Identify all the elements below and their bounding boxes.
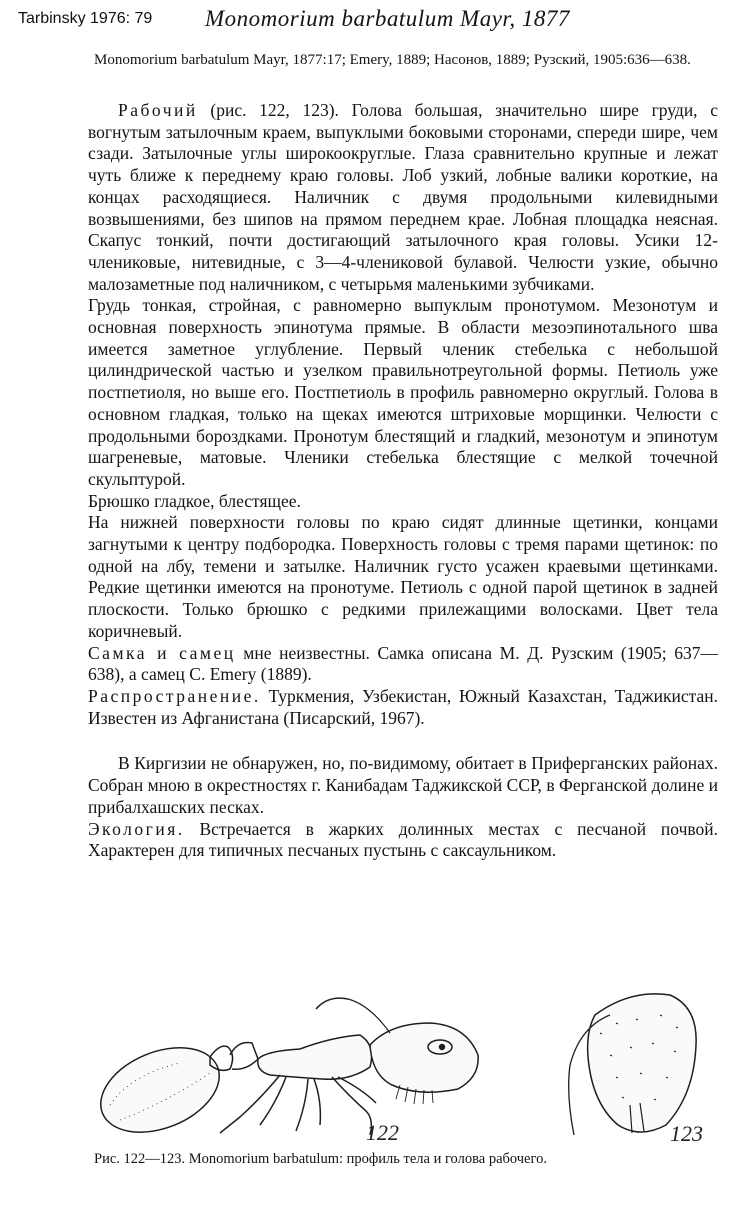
ant-head-figure — [569, 994, 696, 1135]
figure-caption: Рис. 122—123. Monomorium barbatulum: профиль тела и голова рабочего. — [94, 1151, 547, 1167]
paragraph — [88, 512, 718, 642]
section-gap — [88, 729, 718, 753]
paragraph — [88, 819, 718, 862]
ant-profile-figure — [88, 998, 478, 1148]
paragraph-text: В Киргизии не обнаружен, но, по-видимому, обитает в Приферганских районах. Собран мною в окрестностях г. Канибадам Таджикской ССР, в Ферганской долине и прибалхашских песках. — [88, 753, 718, 817]
figure-illustrations — [70, 985, 730, 1150]
paragraph — [88, 643, 718, 686]
paragraph — [88, 686, 718, 729]
paragraph — [88, 753, 718, 818]
paragraph-lead: Экология. — [88, 818, 185, 839]
paragraph-text: Брюшко гладкое, блестящее. — [88, 490, 301, 511]
species-title: Monomorium barbatulum Mayr, 1877 — [205, 6, 570, 31]
synonymy-text: Monomorium barbatulum Mayr, 1877:17; Emery, 1889; Насонов, 1889; Рузский, 1905:636—638. — [94, 52, 691, 68]
paragraph-text: Грудь тонкая, стройная, с равномерно выпуклым пронотумом. Мезонотум и основная поверхность эпинотума прямые. В области мезоэпинотального шва имеется заметное углубление. Первый членик стебелька с небольшой цилиндрической частью и узелком правильнотреугольной формы. Петиоль уже постпетиоля, но выше его. Постпетиоль в профиль равномерно округлый. Голова в основном гладкая, только на щеках имеются штриховые морщинки. Челюсти с продольными бороздками. Пронотум блестящий и гладкий, мезонотум и эпинотум шагреневые, матовые. Членики стебелька блестящие с мелкой точечной скульптурой. — [88, 295, 718, 489]
paragraph-text: Туркмения, Узбекистан, Южный Казахстан, Таджикистан. Известен из Афганистана (Писарский, 1967). — [88, 685, 718, 728]
source-reference: Tarbinsky 1976: 79 — [18, 10, 153, 27]
paragraph-lead: Рабочий — [118, 100, 198, 120]
paragraph-text: мне неизвестны. Самка описана М. Д. Рузским (1905; 637—638), а самец C. Emery (1889). — [88, 642, 718, 685]
paragraph-lead: Самка и самец — [88, 642, 236, 663]
paragraph — [88, 100, 718, 295]
paragraph — [88, 295, 718, 490]
description-body — [88, 100, 718, 862]
paragraph-text: (рис. 122, 123). Голова большая, значительно шире груди, с вогнутым затылочным краем, выпуклыми боковыми сторонами, спереди шире, чем сзади. Затылочные углы широкоокруглые. Глаза сравнительно крупные и лежат чуть ближе к переднему краю головы. Лоб узкий, лобные валики короткие, на концах расходящиеся. Наличник с двумя продольными килевидными возвышениями, без шипов на прямом переднем крае. Лобная площадка неясная. Скапус тонкий, почти достигающий затылочного края головы. Усики 12-члениковые, нитевидные, с 3—4-члениковой булавой. Челюсти узкие, обычно малозаметные под наличником, с четырьмя маленькими зубчиками. — [88, 100, 718, 294]
paragraph-lead: Распространение. — [88, 685, 261, 706]
figure-123-number: 123 — [670, 1121, 703, 1146]
paragraph-text: Встречается в жарких долинных местах с песчаной почвой. Характерен для типичных песчаных пустынь с саксаульником. — [88, 818, 718, 861]
figure-122-number: 122 — [366, 1120, 399, 1145]
paragraph-text: На нижней поверхности головы по краю сидят длинные щетинки, концами загнутыми к центру подбородка. Поверхность головы с тремя парами щетинок: по одной на лбу, темени и затылке. Наличник густо усажен краевыми щетинками. Редкие щетинки имеются на пронотуме. Петиоль с одной парой щетинок в задней плоскости. Только брюшко с редкими прилежащими волосками. Цвет тела коричневый. — [88, 512, 718, 641]
paragraph — [88, 491, 718, 513]
